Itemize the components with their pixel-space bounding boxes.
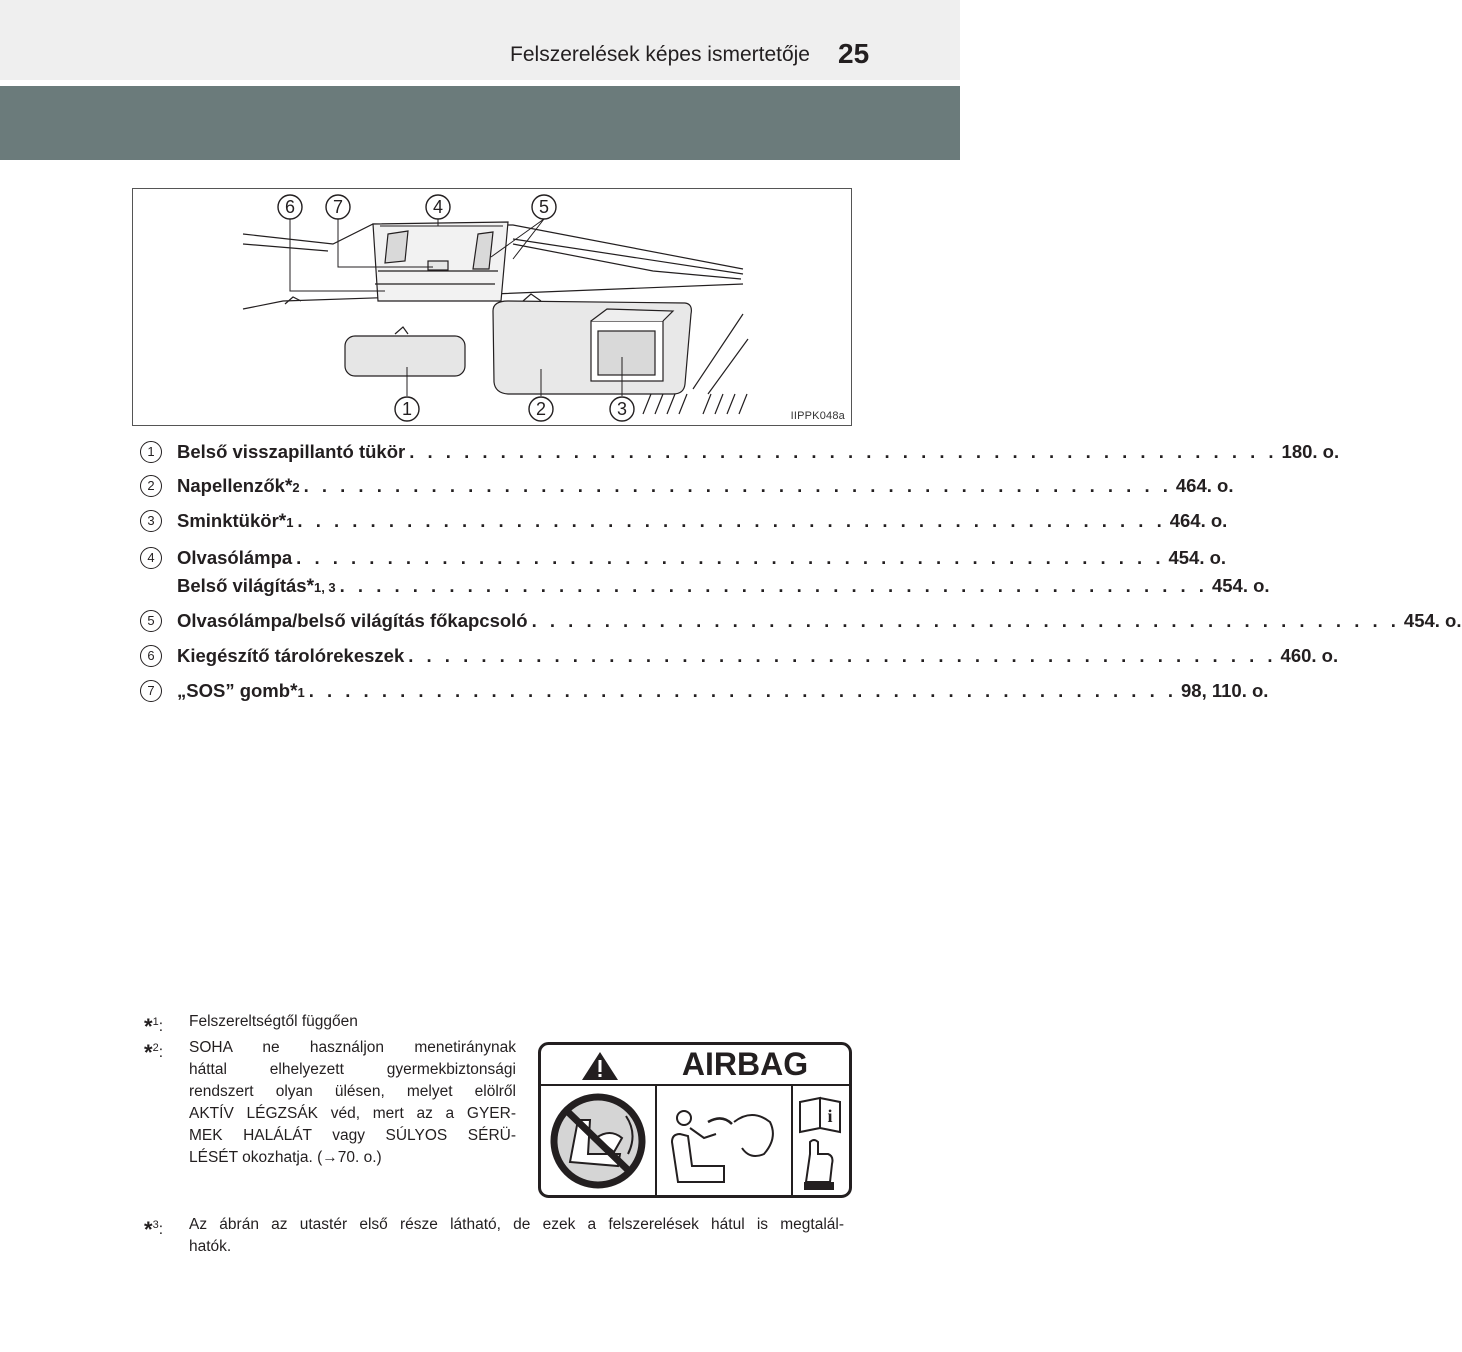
list-item: 2 Napellenzők *2 . . . . . . . . . . . . . . . . . . . . . . . . . . . . . . . . . . . . . . . . . . . . . . . . 464. o. (140, 472, 830, 500)
item-number: 1 (140, 441, 162, 463)
item-page-ref[interactable]: 98, 110. o. (1181, 680, 1269, 701)
item-page-ref[interactable]: 464. o. (1169, 510, 1228, 531)
figure-code: IIPPK048a (790, 410, 845, 422)
footnote-line: rendszert olyan ülésen, melyet elölről (189, 1083, 516, 1100)
list-item: 5 Olvasólámpa/belső világítás főkapcsoló . . . . . . . . . . . . . . . . . . . . . . . . . . . . . . . . . . . . . . . . . . . . . . . . 454. o. (140, 607, 830, 635)
item-label: Napellenzők (177, 475, 285, 496)
footnote-ref: *1, 3 (306, 576, 336, 597)
item-label: „SOS” gomb (177, 680, 291, 701)
item-page-ref[interactable]: 180. o. (1281, 441, 1340, 462)
item-page-ref[interactable]: 460. o. (1280, 645, 1339, 666)
callout-2: 2 (535, 399, 547, 419)
footnote-3: *$^3$: Az ábrán az utastér első része látható, de ezek a felszerelések hátul is megtalál- hatók. (144, 1214, 844, 1260)
footnote-ref: *1 (290, 681, 305, 702)
interior-illustration (132, 188, 852, 426)
item-label: Belső visszapillantó tükör (177, 441, 406, 462)
chapter-band (0, 86, 960, 160)
item-page-ref[interactable]: 464. o. (1175, 475, 1234, 496)
list-item: 6 Kiegészítő tárolórekeszek . . . . . . . . . . . . . . . . . . . . . . . . . . . . . . . . . . . . . . . . . . . . . . . . 460. o. (140, 642, 830, 670)
item-page-ref[interactable]: 454. o. (1403, 610, 1462, 631)
item-label: Olvasólámpa/belső világítás főkapcsoló (177, 610, 528, 631)
list-item: Belső világítás *1, 3 . . . . . . . . . . . . . . . . . . . . . . . . . . . . . . . . . . . . . . . . . . . . . . . . 454. o. (140, 572, 830, 600)
callout-7: 7 (332, 197, 344, 217)
footnote-text: Felszereltségtől függően (189, 1013, 358, 1030)
footnote-2: *$^2$: SOHA ne használjon menetiránynak háttal elhelyezett gyermekbiztonsági rendszert olyan ülésen, melyet elölről AKTÍV LÉGZSÁK véd, mert az a GYER- MEK HALÁLÁT vagy SÚLYOS SÉRÜ- LÉSÉT okozhatja. (→70. o.) (144, 1037, 516, 1177)
callout-4: 4 (432, 197, 444, 217)
interior-drawing (133, 189, 851, 425)
item-number: 7 (140, 680, 162, 702)
footnote-line: AKTÍV LÉGZSÁK véd, mert az a GYER- (189, 1105, 516, 1122)
section-title: Felszerelések képes ismertetője (510, 43, 810, 66)
no-rear-facing-child-seat-icon (554, 1097, 642, 1185)
airbag-warning-label (538, 1042, 852, 1198)
footnote-1: *$^1$: Felszereltségtől függően (144, 1011, 524, 1033)
item-label: Sminktükör (177, 510, 279, 531)
footnote-ref: *2 (284, 476, 300, 497)
list-item: 1 Belső visszapillantó tükör . . . . . . . . . . . . . . . . . . . . . . . . . . . . . . . . . . . . . . . . . . . . . . . . 180. o. (140, 438, 830, 466)
callout-3: 3 (616, 399, 628, 419)
page-header (0, 0, 960, 80)
item-number: 6 (140, 645, 162, 667)
item-number: 2 (140, 475, 162, 497)
footnote-line: háttal elhelyezett gyermekbiztonsági (189, 1061, 516, 1078)
item-label: Kiegészítő tárolórekeszek (177, 645, 405, 666)
footnote-line: MEK HALÁLÁT vagy SÚLYOS SÉRÜ- (189, 1127, 516, 1144)
footnote-line: hatók. (189, 1238, 232, 1255)
footnote-line: SOHA ne használjon menetiránynak (189, 1039, 516, 1056)
item-page-ref[interactable]: 454. o. (1168, 547, 1227, 568)
item-number: 5 (140, 610, 162, 632)
page-number: 25 (838, 38, 870, 69)
callout-5: 5 (538, 197, 550, 217)
footnote-ref: *1 (278, 511, 294, 532)
list-item: 7 „SOS” gomb *1 . . . . . . . . . . . . . . . . . . . . . . . . . . . . . . . . . . . . . . . . . . . . . . . . 98, 110. o. (140, 677, 830, 705)
footnote-line: Az ábrán az utastér első része látható, de ezek a felszerelések hátul is megtalál- (189, 1216, 844, 1233)
callout-6: 6 (284, 197, 296, 217)
item-page-ref[interactable]: 454. o. (1211, 575, 1270, 596)
item-label: Olvasólámpa (177, 547, 293, 568)
airbag-title: AIRBAG (681, 1046, 809, 1082)
item-number: 4 (140, 547, 162, 569)
item-label: Belső világítás (177, 575, 307, 596)
svg-text:i: i (827, 1106, 833, 1126)
list-item: 3 Sminktükör *1 . . . . . . . . . . . . . . . . . . . . . . . . . . . . . . . . . . . . . . . . . . . . . . . . 464. o. (140, 507, 830, 535)
footnote-line: LÉSÉT okozhatja. (→70. o.) (189, 1149, 382, 1166)
item-number: 3 (140, 510, 162, 532)
callout-1: 1 (401, 399, 413, 419)
list-item: 4 Olvasólámpa . . . . . . . . . . . . . . . . . . . . . . . . . . . . . . . . . . . . . . . . . . . . . . . . 454. o. (140, 544, 830, 572)
